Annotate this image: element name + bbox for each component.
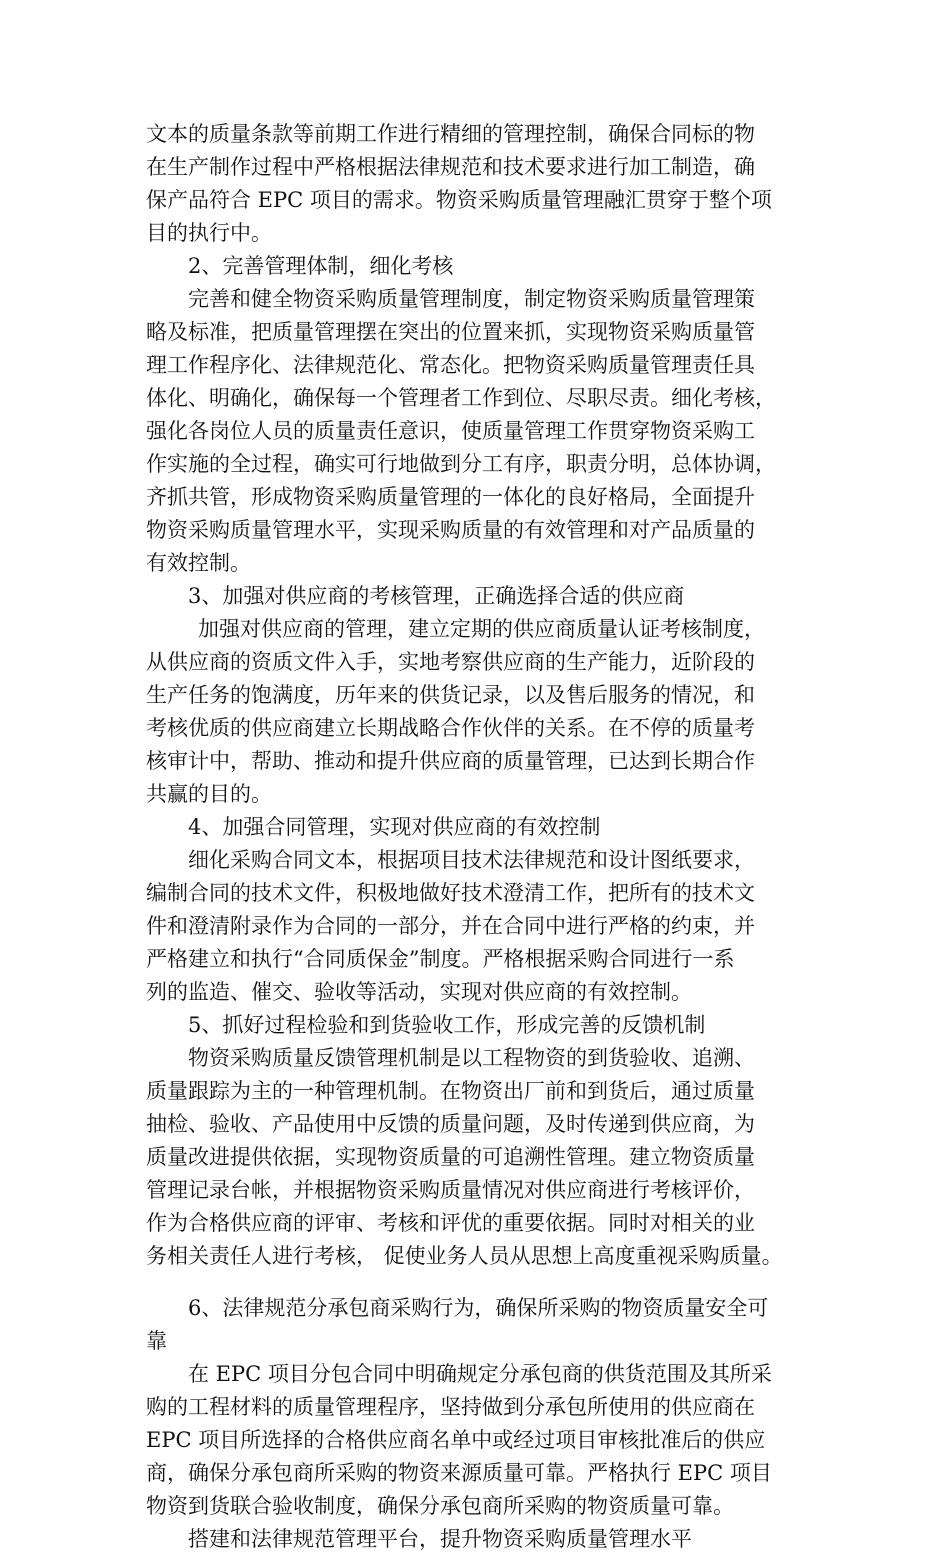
text-line: EPC 项目所选择的合格供应商名单中或经过项目审核批准后的供应 (146, 1428, 766, 1452)
text-line: 6、法律规范分承包商采购行为，确保所采购的物资质量安全可 (188, 1296, 769, 1320)
text-line: 在生产制作过程中严格根据法律规范和技术要求进行加工制造，确 (146, 155, 755, 179)
text-line: 质量跟踪为主的一种管理机制。在物资出厂前和到货后，通过质量 (146, 1079, 755, 1103)
text-line: 作实施的全过程，确实可行地做到分工有序，职责分明，总体协调， (146, 452, 776, 476)
text-line: 抽检、验收、产品使用中反馈的质量问题，及时传递到供应商，为 (146, 1112, 755, 1136)
text-line: 购的工程材料的质量管理程序，坚持做到分承包所使用的供应商在 (146, 1395, 755, 1419)
document-body (146, 118, 816, 1556)
text-line: 搭建和法律规范管理平台，提升物资采购质量管理水平 (188, 1527, 692, 1551)
text-line: 商，确保分承包商所采购的物资来源质量可靠。严格执行 EPC 项目 (146, 1461, 772, 1485)
text-line: 作为合格供应商的评审、考核和评优的重要依据。同时对相关的业 (146, 1211, 755, 1235)
text-line: 文本的质量条款等前期工作进行精细的管理控制，确保合同标的物 (146, 122, 755, 146)
text-line: 在 EPC 项目分包合同中明确规定分承包商的供货范围及其所采 (188, 1362, 772, 1386)
text-line: 3、加强对供应商的考核管理，正确选择合适的供应商 (188, 584, 685, 608)
text-line: 生产任务的饱满度，历年来的供货记录，以及售后服务的情况，和 (146, 683, 755, 707)
text-line: 严格建立和执行“合同质保金”制度。严格根据采购合同进行一系 (146, 947, 735, 971)
text-line: 件和澄清附录作为合同的一部分，并在合同中进行严格的约束，并 (146, 914, 755, 938)
text-line: 质量改进提供依据，实现物资质量的可追溯性管理。建立物资质量 (146, 1145, 755, 1169)
text-line: 物资到货联合验收制度，确保分承包商所采购的物资质量可靠。 (146, 1494, 734, 1518)
text-line: 目的执行中。 (146, 221, 272, 245)
text-line: 加强对供应商的管理，建立定期的供应商质量认证考核制度， (198, 617, 765, 641)
text-line: 务相关责任人进行考核， 促使业务人员从思想上高度重视采购质量。 (146, 1244, 783, 1268)
text-line: 靠 (146, 1329, 167, 1353)
text-line: 4、加强合同管理，实现对供应商的有效控制 (188, 815, 601, 839)
text-line: 列的监造、催交、验收等活动，实现对供应商的有效控制。 (146, 980, 692, 1004)
text-line: 理工作程序化、法律规范化、常态化。把物资采购质量管理责任具 (146, 353, 755, 377)
text-line: 体化、明确化，确保每一个管理者工作到位、尽职尽责。细化考核， (146, 386, 776, 410)
text-line: 考核优质的供应商建立长期战略合作伙伴的关系。在不停的质量考 (146, 716, 755, 740)
paragraph-gap (146, 1273, 816, 1292)
text-line: 齐抓共管，形成物资采购质量管理的一体化的良好格局，全面提升 (146, 485, 755, 509)
text-line: 细化采购合同文本，根据项目技术法律规范和设计图纸要求， (188, 848, 755, 872)
text-line: 共赢的目的。 (146, 782, 272, 806)
text-line: 管理记录台帐，并根据物资采购质量情况对供应商进行考核评价， (146, 1178, 755, 1202)
text-line: 有效控制。 (146, 551, 251, 575)
text-line: 略及标准，把质量管理摆在突出的位置来抓，实现物资采购质量管 (146, 320, 755, 344)
text-line: 物资采购质量反馈管理机制是以工程物资的到货验收、追溯、 (188, 1046, 755, 1070)
text-line: 完善和健全物资采购质量管理制度，制定物资采购质量管理策 (188, 287, 755, 311)
text-line: 物资采购质量管理水平，实现采购质量的有效管理和对产品质量的 (146, 518, 755, 542)
text-line: 从供应商的资质文件入手，实地考察供应商的生产能力，近阶段的 (146, 650, 755, 674)
text-line: 强化各岗位人员的质量责任意识，使质量管理工作贯穿物资采购工 (146, 419, 755, 443)
text-line: 2、完善管理体制，细化考核 (188, 254, 454, 278)
text-line: 5、抓好过程检验和到货验收工作，形成完善的反馈机制 (188, 1013, 706, 1037)
text-line: 保产品符合 EPC 项目的需求。物资采购质量管理融汇贯穿于整个项 (146, 188, 772, 212)
text-line: 编制合同的技术文件，积极地做好技术澄清工作，把所有的技术文 (146, 881, 755, 905)
text-line: 核审计中，帮助、推动和提升供应商的质量管理，已达到长期合作 (146, 749, 755, 773)
